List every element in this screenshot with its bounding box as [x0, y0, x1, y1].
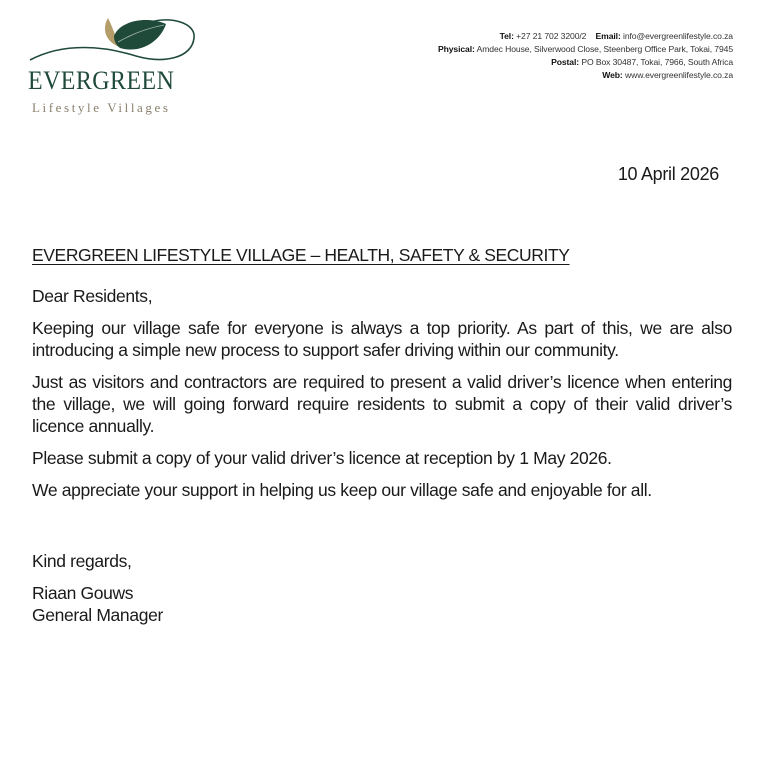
postal-label: Postal: [551, 57, 580, 67]
letter-heading: EVERGREEN LIFESTYLE VILLAGE – HEALTH, SAFETY & SECURITY [32, 245, 570, 265]
paragraph-3: Please submit a copy of your valid driver’s licence at reception by 1 May 2026. [32, 448, 612, 468]
signature-block [32, 582, 732, 626]
paragraph-1: Keeping our village safe for everyone is always a top priority. As part of this, we are also introducing a simple new process to support safer driving within our community. [32, 318, 732, 360]
contact-block [438, 30, 733, 82]
signatory-name: Riaan Gouws [32, 583, 134, 603]
contact-line-tel-email [438, 30, 733, 43]
contact-line-postal [438, 56, 733, 69]
leaf-swoosh-icon [24, 12, 204, 72]
logo-tagline: Lifestyle Villages [32, 100, 171, 115]
contact-line-web [438, 69, 733, 82]
web-label: Web: [602, 70, 623, 80]
salutation: Dear Residents, [32, 286, 153, 306]
paragraph-4: We appreciate your support in helping us keep our village safe and enjoyable for all. [32, 480, 652, 500]
paragraph-2: Just as visitors and contractors are required to present a valid driver’s licence when entering the village, we will going forward require residents to submit a copy of their valid driver’s licence annually. [32, 372, 732, 436]
logo-wordmark: EVERGREEN [28, 66, 175, 95]
evergreen-logo [24, 12, 204, 115]
letter-date: 10 April 2026 [617, 164, 719, 184]
email-label: Email: [595, 31, 621, 41]
letter-body [32, 244, 732, 636]
contact-line-physical [438, 43, 733, 56]
physical-value: Amdec House, Silverwood Close, Steenberg Office Park, Tokai, 7945 [476, 44, 733, 54]
closing: Kind regards, [32, 551, 132, 571]
tel-value: +27 21 702 3200/2 [516, 31, 587, 41]
physical-label: Physical: [437, 44, 475, 54]
signatory-title: General Manager [32, 605, 163, 625]
tel-label: Tel: [499, 31, 514, 41]
web-value: www.evergreenlifestyle.co.za [624, 70, 733, 80]
postal-value: PO Box 30487, Tokai, 7966, South Africa [581, 57, 733, 67]
email-value: info@evergreenlifestyle.co.za [623, 31, 733, 41]
